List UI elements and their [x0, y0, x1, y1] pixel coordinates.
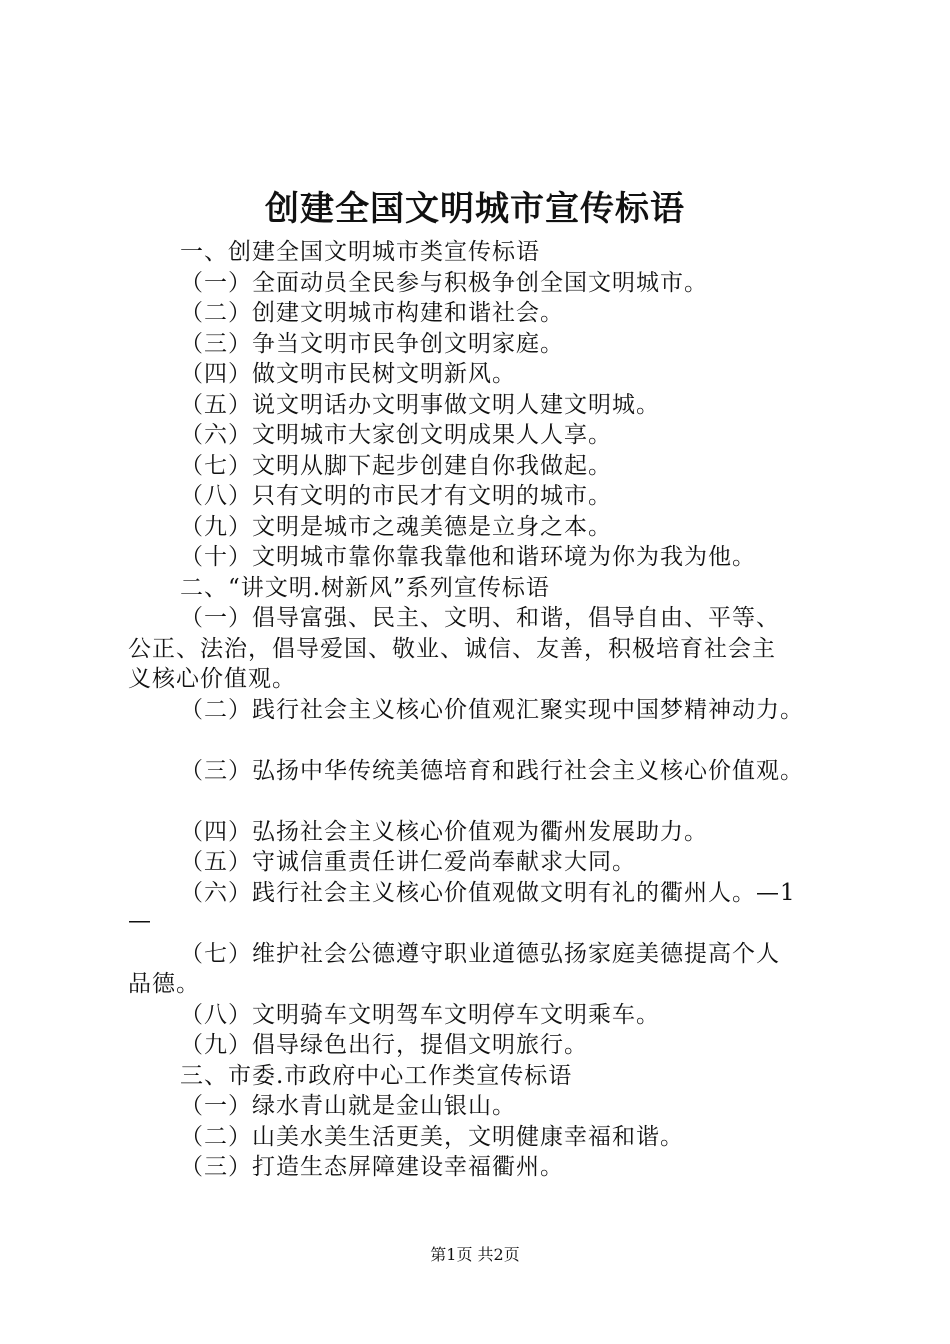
section-heading-1: 一、创建全国文明城市类宣传标语: [180, 239, 540, 265]
slogan-line: （一）全面动员全民参与积极争创全国文明城市。: [180, 270, 708, 296]
section-heading-2: 二、“讲文明.树新风”系列宣传标语: [180, 575, 550, 601]
slogan-line: （三）打造生态屏障建设幸福衢州。: [180, 1154, 564, 1180]
slogan-line: （五）说文明话办文明事做文明人建文明城。: [180, 392, 660, 418]
slogan-line-continued: 义核心价值观。: [128, 666, 296, 692]
slogan-line: （二）创建文明城市构建和谐社会。: [180, 300, 564, 326]
slogan-line: （一）绿水青山就是金山银山。: [180, 1093, 516, 1119]
slogan-line: （八）只有文明的市民才有文明的城市。: [180, 483, 612, 509]
slogan-line: （二）山美水美生活更美，文明健康幸福和谐。: [180, 1124, 684, 1150]
slogan-line: （八）文明骑车文明驾车文明停车文明乘车。: [180, 1002, 660, 1028]
slogan-line: （四）做文明市民树文明新风。: [180, 361, 516, 387]
slogan-line: （七）文明从脚下起步创建自你我做起。: [180, 453, 612, 479]
slogan-line: （六）文明城市大家创文明成果人人享。: [180, 422, 612, 448]
slogan-line-continued: 公正、法治，倡导爱国、敬业、诚信、友善，积极培育社会主: [128, 636, 776, 662]
document-title: 创建全国文明城市宣传标语: [265, 189, 685, 229]
slogan-line: （五）守诚信重责任讲仁爱尚奉献求大同。: [180, 849, 636, 875]
slogan-line: （四）弘扬社会主义核心价值观为衢州发展助力。: [180, 819, 708, 845]
slogan-line-continued: 品德。: [128, 971, 200, 997]
slogan-line: （六）践行社会主义核心价值观做文明有礼的衢州人。—1: [180, 880, 796, 906]
section-heading-3: 三、市委.市政府中心工作类宣传标语: [180, 1063, 573, 1089]
slogan-line: （一）倡导富强、民主、文明、和谐，倡导自由、平等、: [180, 605, 780, 631]
slogan-line: （七）维护社会公德遵守职业道德弘扬家庭美德提高个人: [180, 941, 780, 967]
page-footer: 第1页 共2页: [430, 1245, 520, 1264]
slogan-line: （十）文明城市靠你靠我靠他和谐环境为你为我为他。: [180, 544, 756, 570]
slogan-line: （九）文明是城市之魂美德是立身之本。: [180, 514, 612, 540]
slogan-line: （三）弘扬中华传统美德培育和践行社会主义核心价值观。: [180, 758, 804, 784]
slogan-line: （九）倡导绿色出行，提倡文明旅行。: [180, 1032, 588, 1058]
page-marker-dash: —: [128, 908, 152, 934]
slogan-line: （三）争当文明市民争创文明家庭。: [180, 331, 564, 357]
slogan-line: （二）践行社会主义核心价值观汇聚实现中国梦精神动力。: [180, 697, 804, 723]
